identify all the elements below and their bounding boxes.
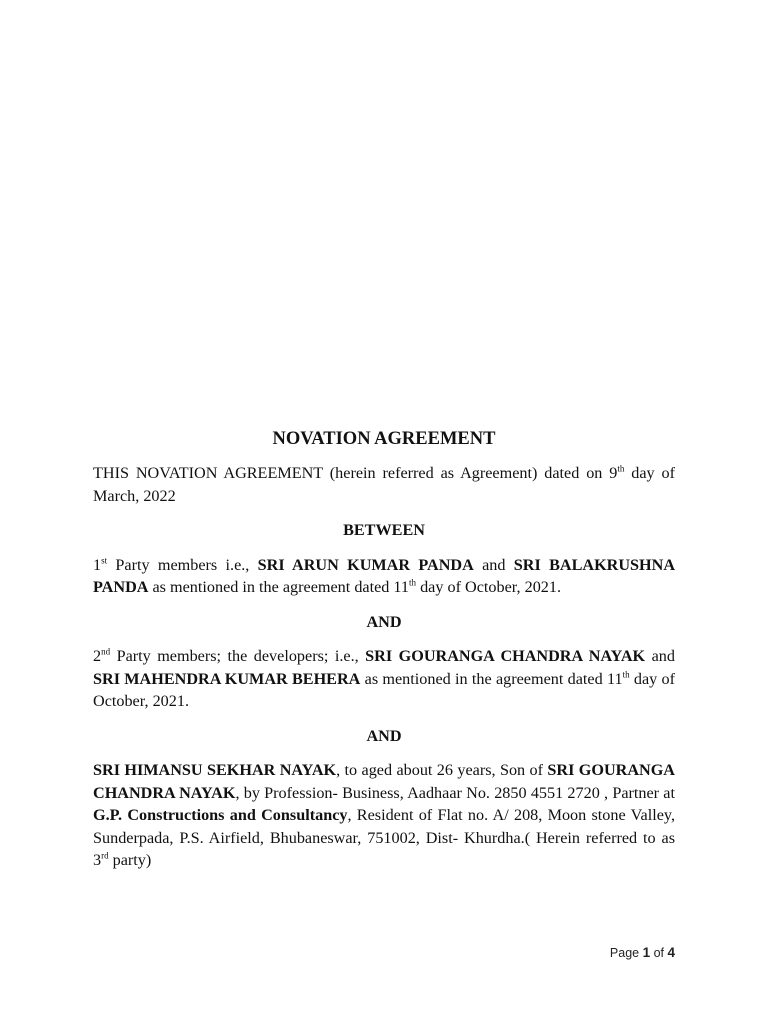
intro-text-2: day of March, 2022 bbox=[93, 464, 675, 505]
third-party-text-3: , Resident of Flat no. A/ 208, Moon stone Valley, Sunderpada, P.S. Airfield, Bhubaneswar, 751002, Dist- Khurdha.( Herein referred to as 3 bbox=[93, 806, 676, 869]
third-party-ordinal: rd bbox=[101, 850, 109, 861]
second-party-name-1: SRI GOURANGA CHANDRA NAYAK bbox=[365, 647, 646, 665]
and-heading-2: AND bbox=[366, 726, 402, 745]
first-party-name-1: SRI ARUN KUMAR PANDA bbox=[257, 555, 474, 574]
first-party-text-2: and bbox=[473, 555, 514, 574]
first-party-date-ordinal: th bbox=[409, 577, 417, 588]
second-party-text-1: Party members; the developers; i.e., bbox=[110, 647, 366, 665]
second-party-text-3: as mentioned in the agreement dated 11 bbox=[360, 669, 623, 688]
second-party-date-ordinal: th bbox=[622, 669, 630, 680]
second-party-text-4: day of October, 2021. bbox=[93, 669, 675, 710]
and-heading-1: AND bbox=[366, 612, 402, 631]
second-party-ordinal: nd bbox=[101, 646, 111, 657]
first-party-text-3: as mentioned in the agreement dated 11 bbox=[148, 578, 410, 596]
first-party-number: 1 bbox=[93, 555, 102, 574]
document-title: NOVATION AGREEMENT bbox=[272, 429, 496, 449]
third-party-name-1: SRI HIMANSU SEKHAR NAYAK bbox=[93, 761, 337, 779]
third-party-text-1: , to aged about 26 years, Son of bbox=[336, 761, 548, 779]
page-footer bbox=[0, 945, 675, 960]
first-party-text-4: day of October, 2021. bbox=[416, 578, 562, 596]
between-heading: BETWEEN bbox=[343, 521, 425, 539]
first-party-text-1: Party members i.e., bbox=[107, 555, 258, 574]
total-pages-number: 4 bbox=[667, 945, 675, 960]
first-party-name-2: SRI BALAKRUSHNA PANDA bbox=[93, 555, 676, 596]
third-party-text-2: , by Profession- Business, Aadhaar No. 2850 4551 2720 , Partner at bbox=[235, 783, 675, 802]
document-body bbox=[93, 425, 675, 884]
second-party-text-2: and bbox=[645, 647, 675, 665]
page-label: Page bbox=[609, 946, 643, 960]
third-party-firm: G.P. Constructions and Consultancy bbox=[93, 806, 348, 824]
of-label: of bbox=[650, 946, 668, 960]
first-party-ordinal: st bbox=[101, 555, 108, 566]
second-party-paragraph bbox=[93, 645, 675, 713]
second-party-number: 2 bbox=[93, 647, 102, 665]
current-page-number: 1 bbox=[642, 945, 651, 960]
first-party-paragraph bbox=[93, 554, 675, 599]
third-party-text-4: party) bbox=[108, 851, 152, 869]
second-party-name-2: SRI MAHENDRA KUMAR BEHERA bbox=[93, 669, 361, 688]
third-party-paragraph bbox=[93, 759, 675, 872]
intro-text-1: THIS NOVATION AGREEMENT (herein referred as Agreement) dated on 9 bbox=[93, 464, 618, 482]
third-party-name-2: SRI GOURANGA CHANDRA NAYAK bbox=[93, 761, 675, 802]
intro-superscript: th bbox=[617, 463, 625, 474]
intro-paragraph bbox=[93, 462, 675, 507]
